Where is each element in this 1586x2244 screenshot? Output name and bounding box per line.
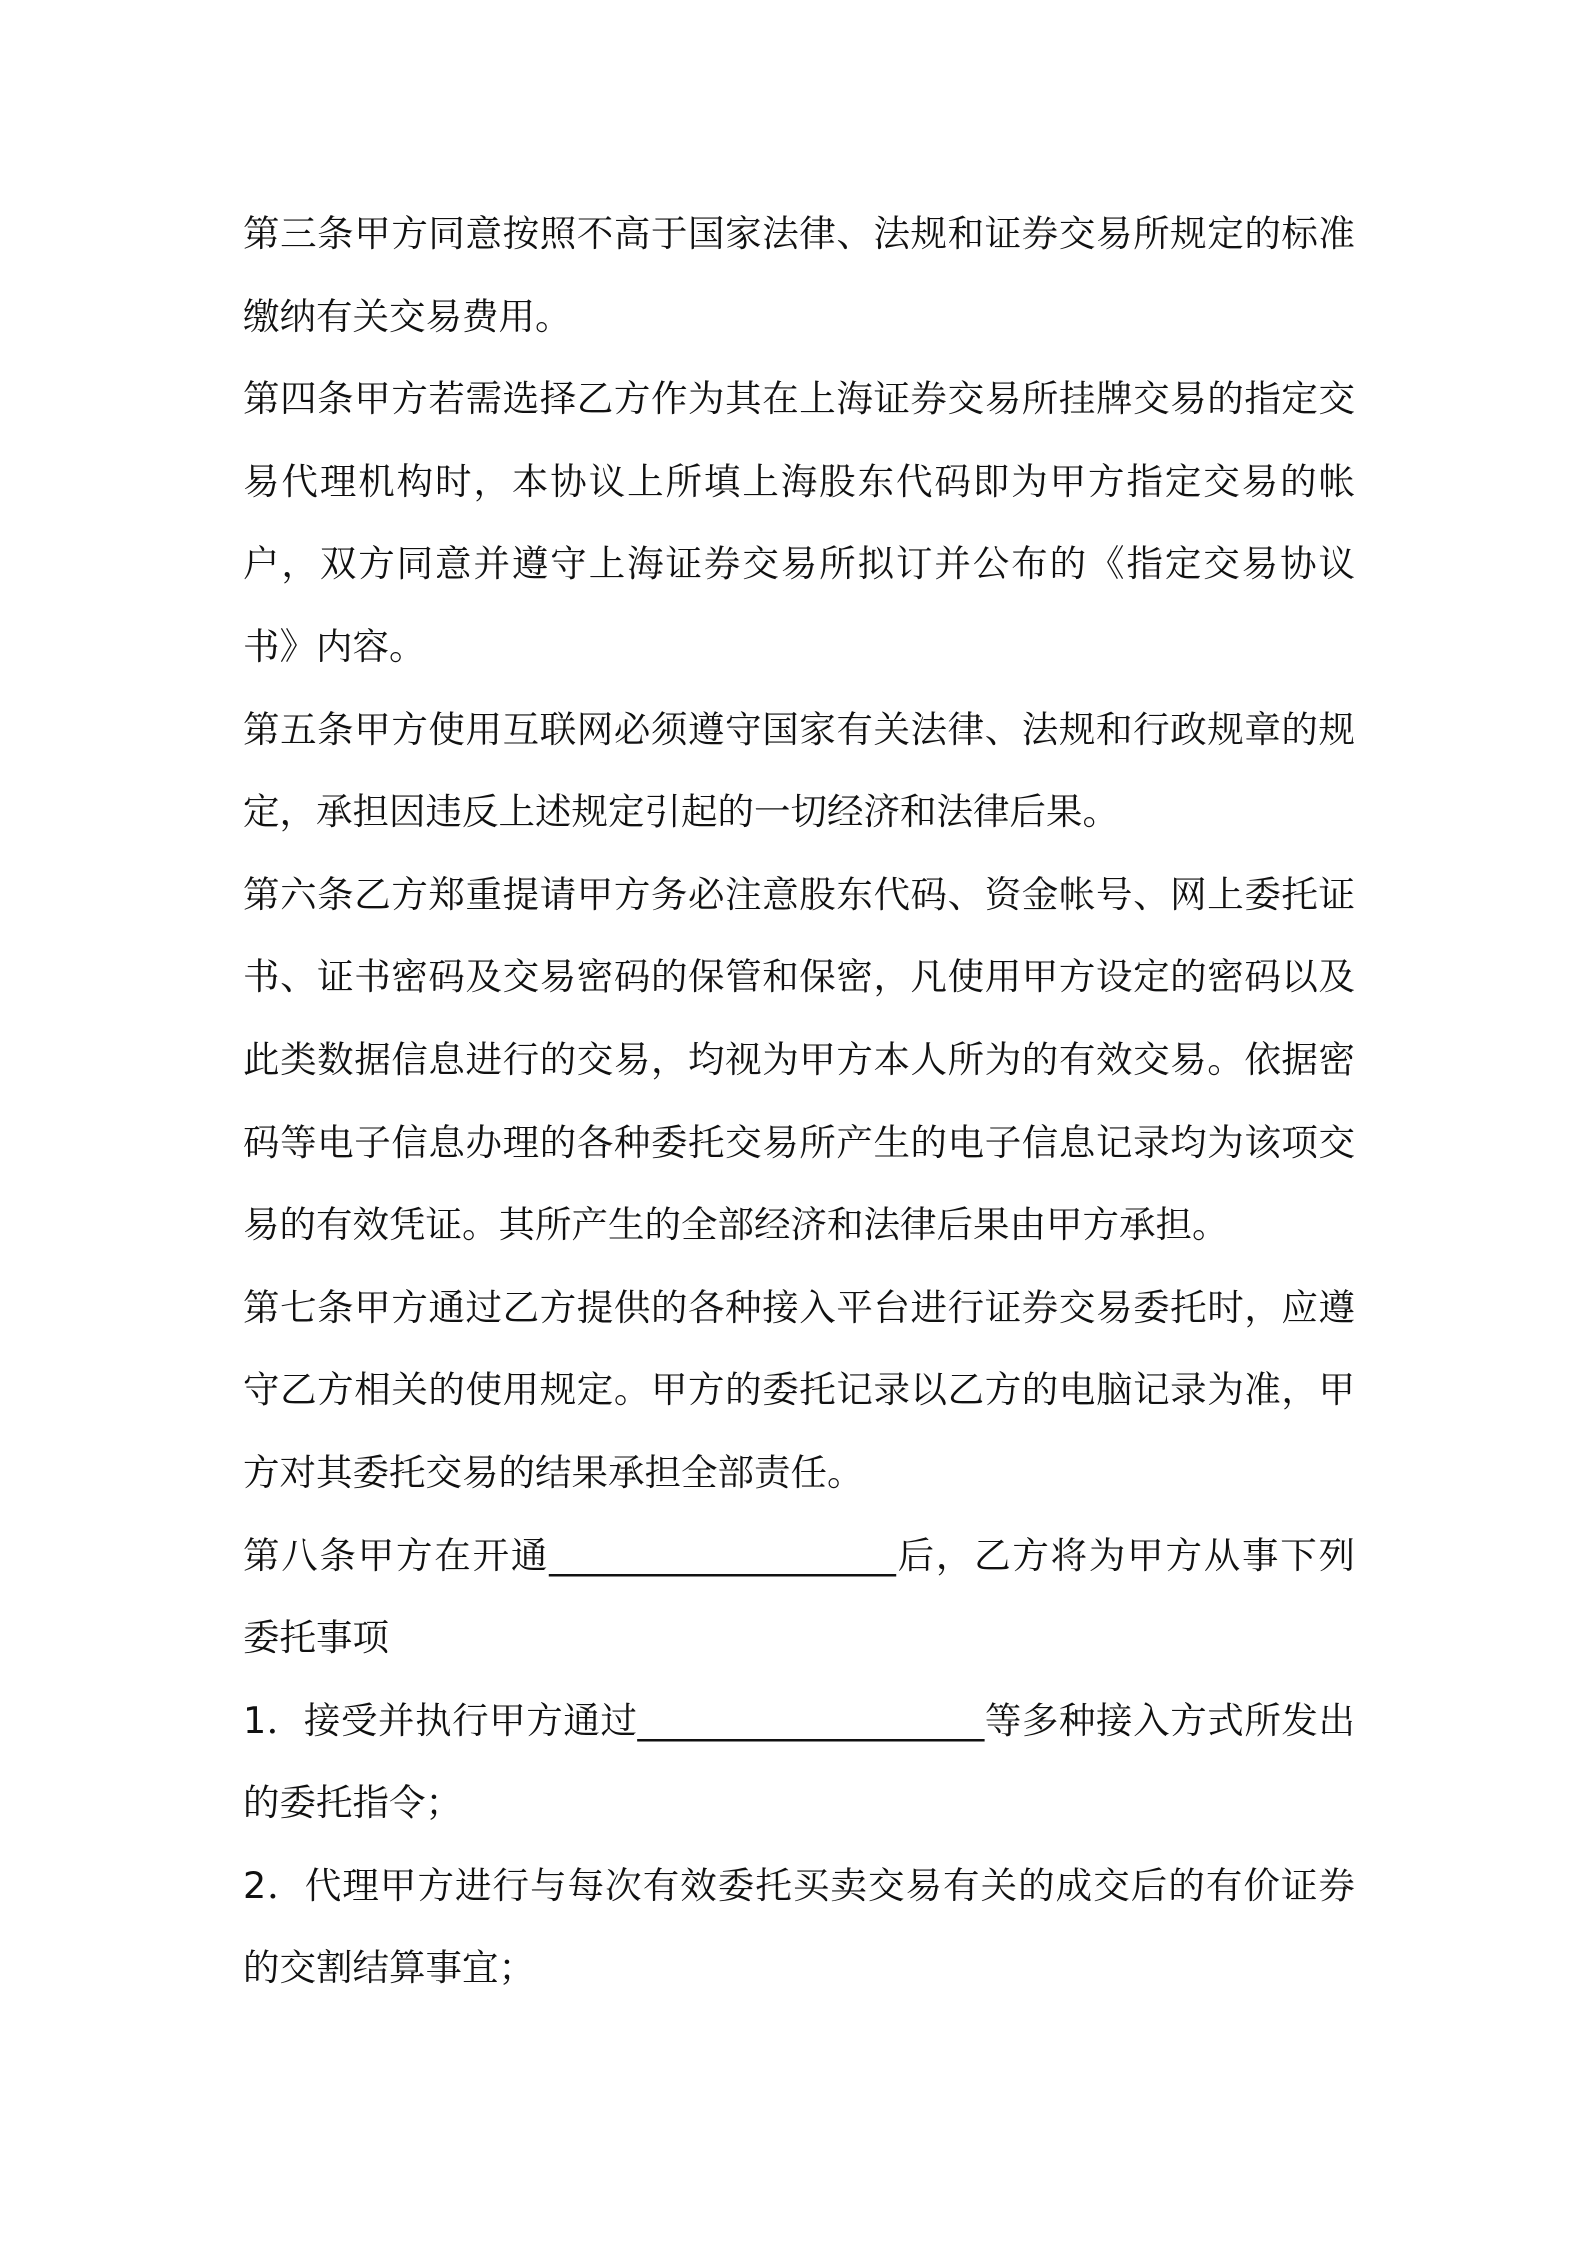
article-8-paragraph: 第八条甲方在开通___________________后，乙方将为甲方从事下列委托事项	[243, 1533, 1355, 1660]
list-item-1: 1．接受并执行甲方通过___________________等多种接入方式所发出的委托指令；	[243, 1698, 1355, 1825]
article-4-paragraph: 第四条甲方若需选择乙方作为其在上海证券交易所挂牌交易的指定交易代理机构时，本协议上所填上海股东代码即为甲方指定交易的帐户，双方同意并遵守上海证券交易所拟订并公布的《指定交易协议书》内容。	[243, 377, 1355, 668]
article-7-paragraph: 第七条甲方通过乙方提供的各种接入平台进行证券交易委托时，应遵守乙方相关的使用规定。甲方的委托记录以乙方的电脑记录为准，甲方对其委托交易的结果承担全部责任。	[243, 1285, 1355, 1494]
article-5-paragraph: 第五条甲方使用互联网必须遵守国家有关法律、法规和行政规章的规定，承担因违反上述规定引起的一切经济和法律后果。	[243, 707, 1355, 834]
article-3-paragraph: 第三条甲方同意按照不高于国家法律、法规和证券交易所规定的标准缴纳有关交易费用。	[243, 212, 1355, 338]
document-body	[243, 193, 1355, 2010]
article-6-paragraph: 第六条乙方郑重提请甲方务必注意股东代码、资金帐号、网上委托证书、证书密码及交易密码的保管和保密，凡使用甲方设定的密码以及此类数据信息进行的交易，均视为甲方本人所为的有效交易。依据密码等电子信息办理的各种委托交易所产生的电子信息记录均为该项交易的有效凭证。其所产生的全部经济和法律后果由甲方承担。	[243, 872, 1355, 1247]
list-item-2: 2．代理甲方进行与每次有效委托买卖交易有关的成交后的有价证券的交割结算事宜；	[243, 1863, 1355, 1990]
